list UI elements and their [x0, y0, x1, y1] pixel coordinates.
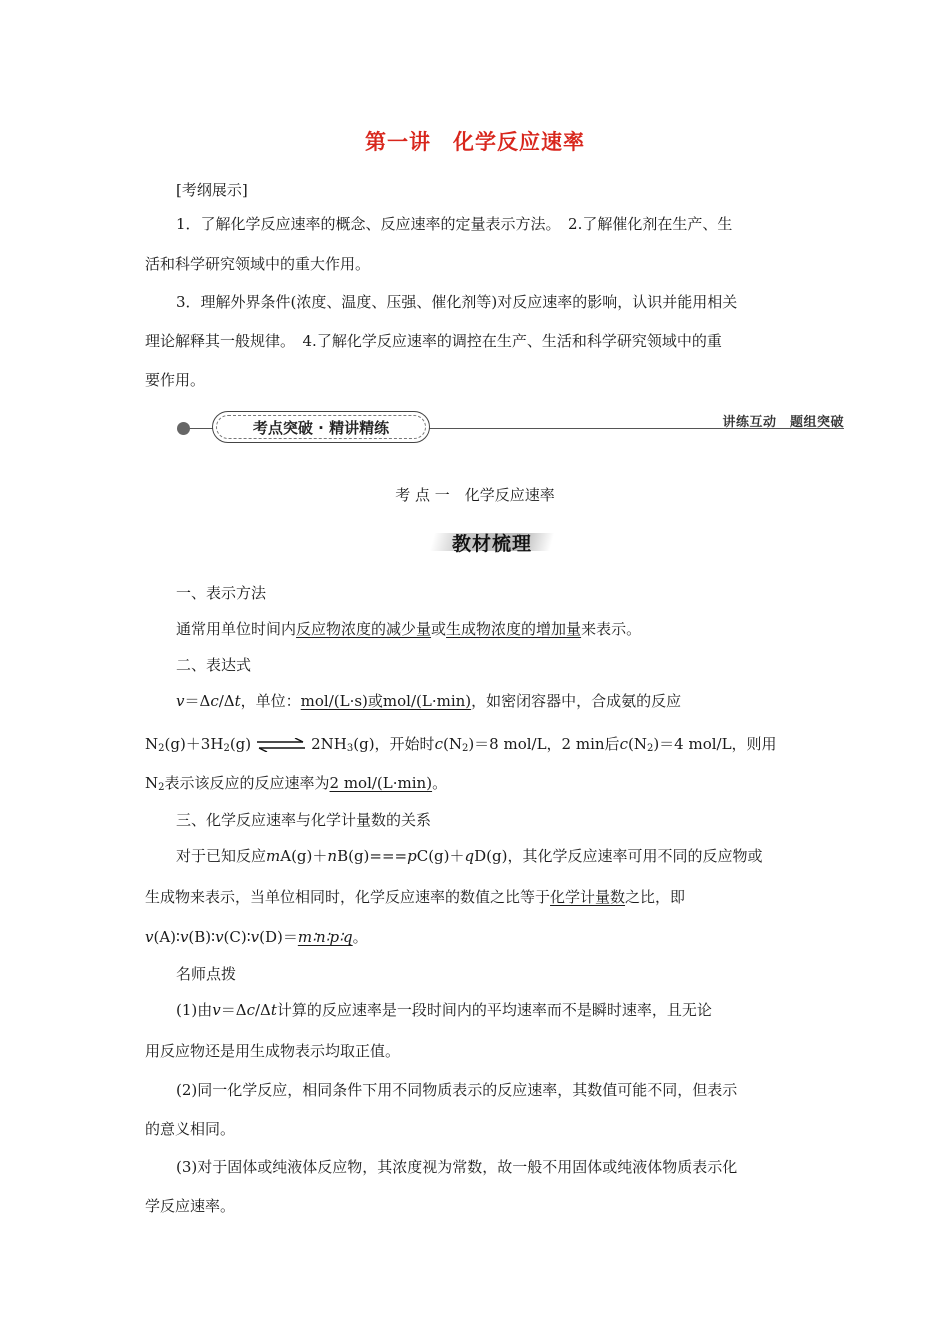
syllabus-item3-line2: 理论解释其一般规律。 4.了解化学反应速率的调控在生产、生活和科学研究领域中的重 — [145, 332, 722, 350]
equilibrium-arrows-icon — [255, 738, 307, 752]
s2-line3: $N_2$表示该反应的反应速率为2 mol/(L·min)。 — [145, 774, 448, 793]
topic-heading: 考 点 一 化学反应速率 — [395, 486, 555, 504]
banner-bullet-icon — [177, 422, 190, 435]
section-tag-label: 教材梳理 — [451, 533, 532, 555]
s3-ratio-underline: m∶n∶p∶q — [297, 928, 353, 946]
banner-right-label: 讲练互动 题组突破 — [722, 415, 844, 430]
tip2-line1: (2)同一化学反应，相同条件下用不同物质表示的反应速率，其数值可能不同，但表示 — [176, 1081, 738, 1099]
syllabus-item1-line1: 1．了解化学反应速率的概念、反应速率的定量表示方法。 2.了解催化剂在生产、生 — [176, 215, 733, 233]
tip2-line2: 的意义相同。 — [145, 1120, 236, 1138]
tip3-line2: 学反应速率。 — [145, 1197, 236, 1215]
syllabus-item3-line1: 3．理解外界条件(浓度、温度、压强、催化剂等)对反应速率的影响，认识并能用相关 — [176, 293, 738, 311]
s1-underline-1: 反应物浓度的减少量 — [296, 620, 432, 638]
s3-line1: 对于已知反应mA(g)＋nB(g)===pC(g)＋qD(g)，其化学反应速率可用不同的反应物或 — [176, 847, 763, 865]
syllabus-label: [考纲展示] — [176, 181, 248, 199]
s3-line3: v(A)∶v(B)∶v(C)∶v(D)＝m∶n∶p∶q。 — [145, 928, 368, 946]
banner-pill — [212, 411, 430, 443]
s1-heading: 一、表示方法 — [176, 584, 267, 602]
page-title: 第一讲 化学反应速率 — [365, 130, 585, 154]
s1-underline-2: 生成物浓度的增加量 — [446, 620, 582, 638]
tip1-line2: 用反应物还是用生成物表示均取正值。 — [145, 1042, 401, 1060]
s2-line1: v＝Δc/Δt，单位：mol/(L·s)或mol/(L·min)，如密闭容器中，合成氨的反应 — [176, 692, 682, 710]
tips-heading: 名师点拨 — [176, 965, 237, 983]
s3-underline: 化学计量数 — [550, 888, 626, 906]
s2-answer-underline: 2 mol/(L·min) — [329, 774, 433, 792]
tip3-line1: (3)对于固体或纯液体反应物，其浓度视为常数，故一般不用固体或纯液体物质表示化 — [176, 1158, 738, 1176]
s2-line2: $N_2(g)+3H_2(g)$ $2NH_3(g)$，开始时$c(N_2)=8$ mol/L，2 min后$c(N_2)=4$ mol/L，则用 — [145, 735, 777, 754]
tip1-line1: (1)由v＝Δc/Δt计算的反应速率是一段时间内的平均速率而不是瞬时速率，且无论 — [176, 1001, 712, 1019]
section-tag — [432, 529, 552, 553]
s3-heading: 三、化学反应速率与化学计量数的关系 — [176, 811, 432, 829]
banner-pill-label: 考点突破 · 精讲精练 — [216, 415, 426, 439]
s2-unit-underline: mol/(L·s)或mol/(L·min) — [300, 692, 472, 710]
s1-text: 通常用单位时间内反应物浓度的减少量或生成物浓度的增加量来表示。 — [176, 620, 642, 638]
syllabus-item3-line3: 要作用。 — [145, 371, 206, 389]
s3-line2: 生成物来表示，当单位相同时，化学反应速率的数值之比等于化学计量数之比，即 — [145, 888, 686, 906]
s2-heading: 二、表达式 — [176, 656, 252, 674]
syllabus-item1-line2: 活和科学研究领域中的重大作用。 — [145, 255, 371, 273]
